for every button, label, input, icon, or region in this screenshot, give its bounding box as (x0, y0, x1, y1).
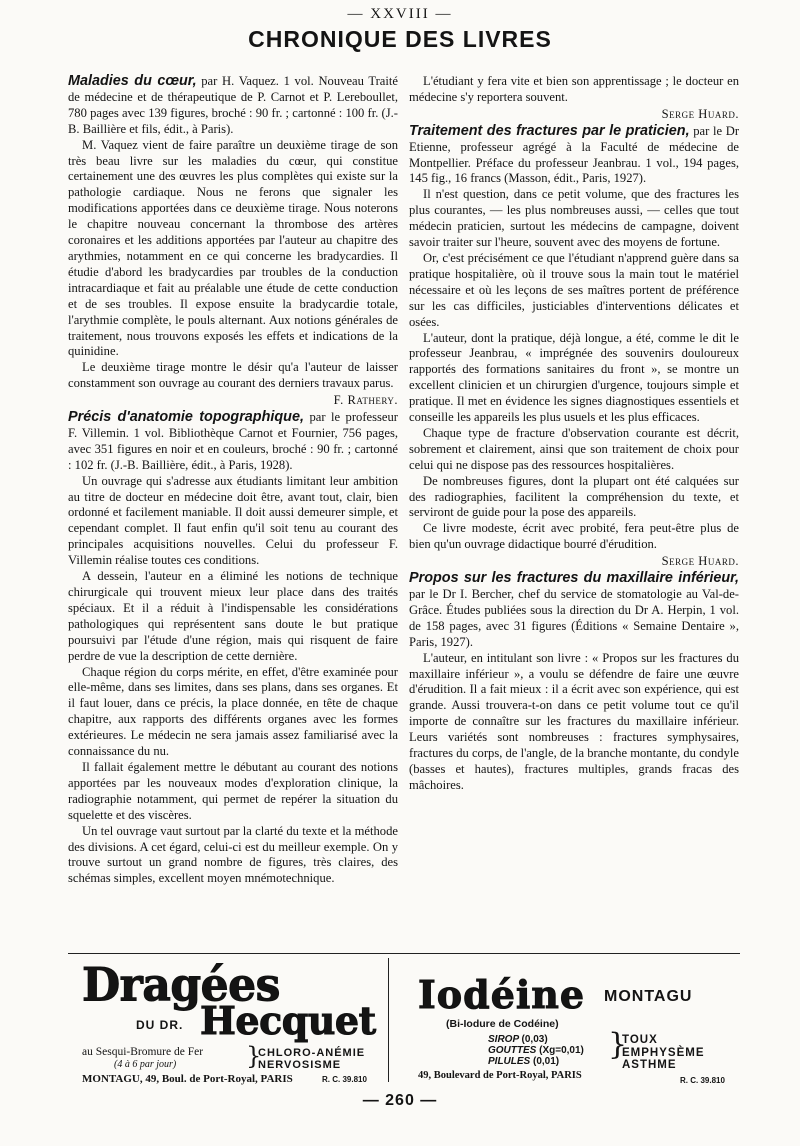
right-column (409, 74, 739, 794)
book-bibliography: par le Dr I. Bercher, chef du service de stomatologie au Val-de-Grâce. Études publiées sous la direction du Dr A. Herpin, 1 vol. de 158 pages, avec 31 figures (Éditions « Semaine Dentaire », Paris, 1927). (409, 587, 739, 649)
ad-address: MONTAGU, 49, Boul. de Port-Royal, PARIS (82, 1073, 293, 1085)
ads-top-rule (68, 953, 740, 954)
book-title: Précis d'anatomie topographique, (68, 409, 304, 426)
ad-indications (622, 1034, 705, 1072)
ad-maker: MONTAGU (604, 988, 693, 1005)
review-entry-heading (68, 410, 398, 474)
ad-subtitle: (Bi-Iodure de Codéine) (446, 1018, 559, 1030)
review-paragraph: Un ouvrage qui s'adresse aux étudiants limitant leur ambition au titre de docteur en médecine doit être, avant tout, clair, bien ordonné et facilement maniable. Il doit aussi demeurer simple, et cependant complet. Il faut enfin qu'il soit tenu au courant des principales acquisitions nouvelles. Celui du professeur F. Villemin réalise toutes ces conditions. (68, 473, 398, 568)
ad-indications (258, 1047, 365, 1071)
review-paragraph: De nombreuses figures, dont la plupart ont été calquées sur des radiographies, facilitent la compréhension du texte, et serviront de guide pour la pose des appareils. (409, 473, 739, 520)
ads-divider (388, 958, 389, 1082)
left-column (68, 74, 398, 887)
ad-dragees-hecquet (68, 958, 383, 1084)
review-paragraph: Le deuxième tirage montre le désir qu'a l'auteur de laisser constamment son ouvrage au courant des derniers travaux parus. (68, 360, 398, 391)
ad-indication: NERVOSISME (258, 1059, 342, 1071)
review-paragraph: Chaque région du corps mérite, en effet, d'être examinée pour elle-même, dans ses limites, dans ses plans, dans ses organes. Et il faut louer, dans ce précis, la place donnée, en tête de chaque chapitre, aux rapports des différents organes avec les formes extérieures. Le médecin ne sera jamais assez familiarisé avec la connaissance du nu. (68, 664, 398, 759)
reviewer-signature: Serge Huard. (661, 106, 739, 121)
ad-brand-dragees: Dragées (82, 958, 280, 1013)
review-paragraph: Or, c'est précisément ce que l'étudiant n'apprend guère dans sa pratique hospitalière, où il trouve sous la main tout le matériel nécessaire et où les leçons de ses maîtres portent de préférence sur les cas difficiles, justiciables d'interventions délicates et osées. (409, 250, 739, 329)
ad-indication: ASTHME (622, 1059, 677, 1071)
review-paragraph: Ce livre modeste, écrit avec probité, fera peut-être plus de bien qu'un ouvrage didactique bourré d'érudition. (409, 521, 739, 552)
section-title: CHRONIQUE DES LIVRES (248, 26, 552, 52)
brace-icon: } (608, 1027, 628, 1062)
brace-icon: } (246, 1042, 262, 1070)
book-bibliography: par le Dr Etienne, professeur agrégé à la Faculté de médecine de Montpellier. Préface du professeur Jeanbrau. 1 vol., 194 pages, 145 fig., 16 francs (Masson, édit., Paris, 1927). (409, 123, 740, 186)
ad-indication: EMPHYSÈME (622, 1046, 705, 1059)
ad-forms-list (488, 1034, 584, 1067)
review-paragraph: Chaque type de fracture d'observation courante est décrit, sobrement et clairement, ainsi que son traitement de choix pour celui qui ne dispose pas des ressources hospitalières. (409, 425, 739, 472)
ad-brand-iodeine: Iodéine (418, 972, 586, 1017)
ad-brand-hecquet: Hecquet (200, 998, 376, 1043)
ad-rc-number: R. C. 39.810 (322, 1075, 367, 1084)
page-number: — 260 — (362, 1092, 438, 1109)
ad-indication: TOUX (622, 1034, 658, 1046)
book-bibliography: par le professeur F. Villemin. 1 vol. Bibliothèque Carnot et Fournier, 756 pages, avec 351 figures en noir et en couleurs, broché : 90 fr. ; cartonné : 102 fr. (J.-B. Baillière, édit., à Paris, 1928). (68, 410, 399, 472)
book-bibliography: par H. Vaquez. 1 vol. Nouveau Traité de médecine et de thérapeutique de P. Carnot et P. Lereboullet, 780 pages avec 139 figures, broché : 90 fr. ; cartonné : 100 fr. (J.-B. Baillière et fils, édit., à Paris). (68, 74, 398, 136)
review-paragraph: L'auteur, dont la pratique, déjà longue, a été, comme le dit le professeur Jeanbrau, « imprégnée des souvenirs douloureux rapportés des formations sanitaires du front », se montre un excellent clinicien et un chirurgien d'urgence, toujours simple et pratique. Il met en évidence les signes diagnostiques essentiels et conseille les appareils les plus usuels et les plus efficaces. (409, 330, 739, 425)
review-paragraph: Il n'est question, dans ce petit volume, que des fractures les plus courantes, — les plus nombreuses aussi, — celles que tout médecin praticien, surtout les médecins de campagne, doivent savoir traiter sur l'heure, souvent avec des moyens de fortune. (409, 187, 739, 250)
ad-address: 49, Boulevard de Port-Royal, PARIS (418, 1070, 582, 1081)
book-title: Propos sur les fractures du maxillaire inférieur, (409, 570, 739, 587)
review-paragraph: L'étudiant y fera vite et bien son apprentissage ; le docteur en médecine s'y reportera souvent. (409, 74, 739, 104)
ad-form-item: PILULES (0,01) (488, 1056, 560, 1067)
ad-form-item: GOUTTES (Xg=0,01) (488, 1045, 584, 1056)
reviewer-signature: Serge Huard. (661, 554, 739, 569)
review-paragraph: L'auteur, en intitulant son livre : « Propos sur les fractures du maxillaire inférieur », a voulu se défendre de faire une œuvre d'érudition. Il a fait mieux : il a écrit avec son expérience, qui est grande. Aussi trouvera-t-on dans ce petit volume tout ce qu'il importe de connaître sur les fractures du maxillaire inférieur. Leurs variétés sont nombreuses : fractures symphysaires, fractures du corps, de l'angle, de la branche montante, du condyle (basses et hautes), fractures multiples, grands fracas des mâchoires. (409, 650, 739, 792)
ad-rc-number: R. C. 39.810 (680, 1076, 725, 1085)
review-entry-heading (409, 124, 739, 188)
page-roman-numeral: — XXVIII — (347, 6, 453, 22)
review-paragraph: A dessein, l'auteur en a éliminé les notions de technique chirurgicale qui trouvent mieux leur place dans des traités spéciaux. Et il a réduit à l'indispensable les considérations pathologiques qui représentent sans doute le but pratique poursuivi par l'étude d'une région, mais qui risquent de faire perdre de vue la description de cette dernière. (68, 569, 398, 663)
book-title: Traitement des fractures par le praticien, (409, 122, 690, 139)
ad-form-item: SIROP (0,03) (488, 1034, 548, 1045)
review-paragraph: M. Vaquez vient de faire paraître un deuxième tirage de son très beau livre sur les maladies du cœur, qui constitue certainement une des œuvres les plus complètes qui existe sur la pathologie cardiaque. Nous ne ferons que signaler les modifications apportées dans ce deuxième tirage. Nous noterons le chapitre nouveau concernant la thrombose des artères coronaires et les additions apportées par l'auteur au chapitre des arythmies, notamment en ce qui concerne les bradycardies. Il étudie d'abord les bradycardies par troubles de la conduction intracardiaque et fait au préalable une étude de cette conduction et de ses troubles. Il expose ensuite la bradycardie totale, l'arythmie complète, le pouls alternant. Aux notions générales de traitement, nous trouvons exposés les effets et indications de la quinidine. (68, 137, 398, 359)
book-title: Maladies du cœur, (68, 73, 197, 89)
ad-sesqui-bromure: au Sesqui-Bromure de Fer (82, 1046, 204, 1058)
review-entry-heading (68, 74, 398, 138)
review-paragraph: Il fallait également mettre le débutant au courant des notions apportées par les nouveaux modes d'exploration clinique, la radiographie notamment, qui permet de repérer la situation du squelette et des viscères. (68, 759, 398, 822)
review-entry-heading (409, 571, 739, 651)
ad-dose: (4 à 6 par jour) (114, 1059, 177, 1070)
review-paragraph: Un tel ouvrage vaut surtout par la clarté du texte et la méthode des divisions. A cet égard, celui-ci est du meilleur exemple. On y trouve surtout un grand nombre de figures, très claires, des schémas simples, excellent moyen mnémotechnique. (68, 823, 398, 886)
reviewer-signature: F. Rathery. (333, 393, 398, 408)
ad-iodeine-montagu (410, 958, 740, 1084)
ad-indication: CHLORO-ANÉMIE (258, 1047, 366, 1059)
ad-du-dr: DU DR. (136, 1018, 184, 1032)
